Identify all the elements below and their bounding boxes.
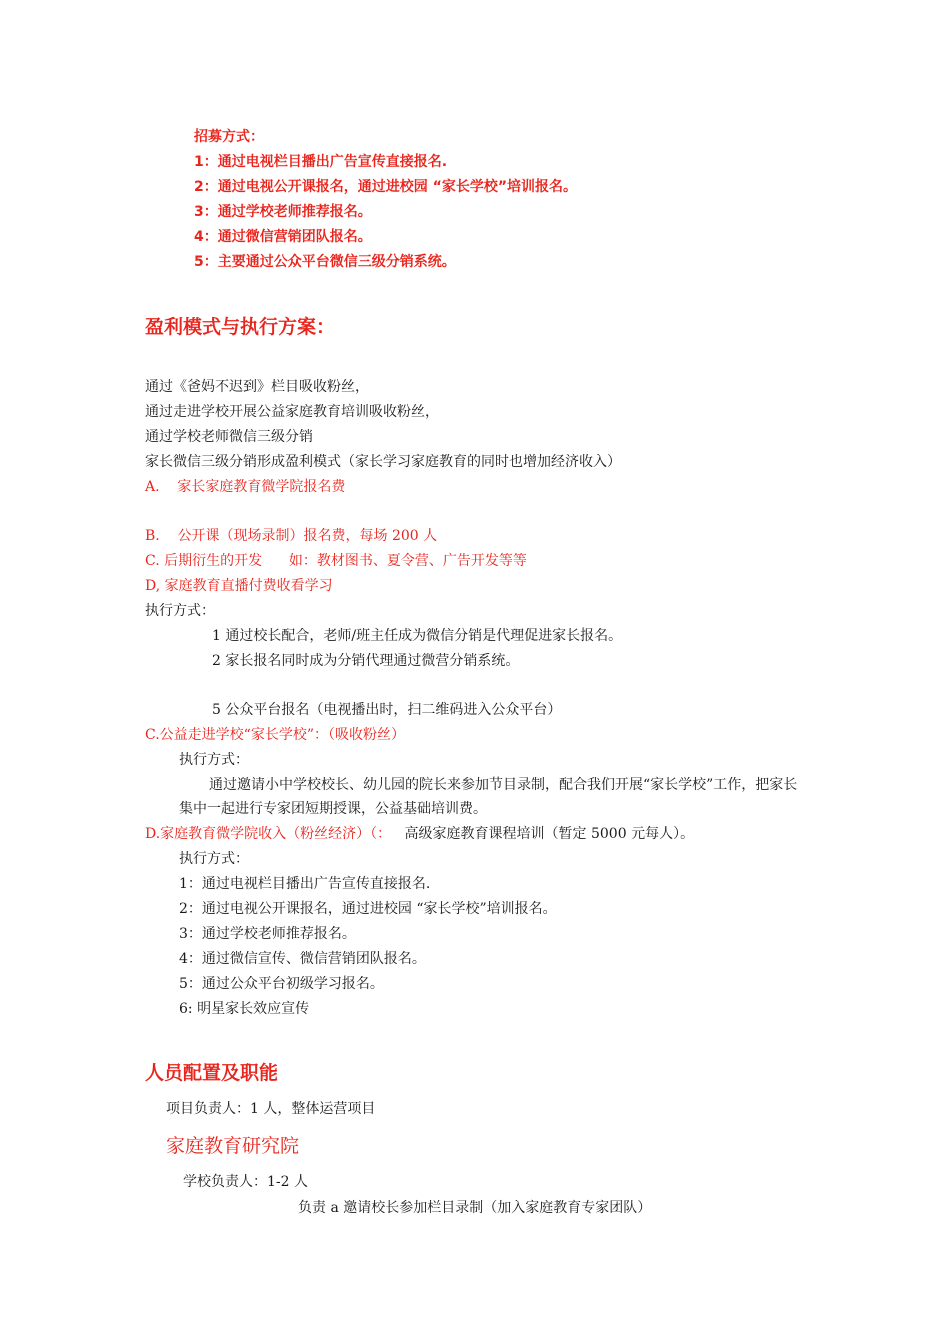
academy-title-black: 高级家庭教育课程培训（暂定 5000 元每人）。 <box>391 826 695 842</box>
staff-school-lead: 学校负责人：1-2 人 <box>183 1174 308 1190</box>
profit-heading: 盈利模式与执行方案： <box>145 316 336 338</box>
exec-item: 1 通过校长配合，老师/班主任成为微信分销是代理促进家长报名。 <box>212 628 623 644</box>
profit-intro-line: 通过《爸妈不迟到》栏目吸收粉丝， <box>145 379 369 395</box>
academy-title-red: D.家庭教育微学院收入（粉丝经济）（： <box>145 826 392 842</box>
exec-item: 2 家长报名同时成为分销代理通过微营分销系统。 <box>212 653 520 669</box>
profit-intro-line: 家长微信三级分销形成盈利模式（家长学习家庭教育的同时也增加经济收入） <box>145 454 621 470</box>
staff-duty: 负责 a 邀请校长参加栏目录制（加入家庭教育专家团队） <box>298 1200 652 1216</box>
profit-item-b: B. 公开课（现场录制）报名费，每场 200 人 <box>145 528 438 544</box>
academy-item: 4：通过微信宣传、微信营销团队报名。 <box>179 951 426 967</box>
staff-institute: 家庭教育研究院 <box>166 1135 300 1157</box>
profit-item-a: A. 家长家庭教育微学院报名费 <box>145 479 346 495</box>
recruit-item: 2：通过电视公开课报名，通过进校园 “家长学校”培训报名。 <box>194 179 578 195</box>
academy-item: 5：通过公众平台初级学习报名。 <box>179 976 384 992</box>
school-exec-text: 通过邀请小中学校校长、幼儿园的院长来参加节目录制，配合我们开展“家长学校”工作，把家长集中一起进行专家团短期授课，公益基础培训费。 <box>179 777 798 817</box>
academy-item: 2：通过电视公开课报名，通过进校园 “家长学校”培训报名。 <box>179 901 557 917</box>
profit-intro-line: 通过学校老师微信三级分销 <box>145 429 313 445</box>
academy-item: 6: 明星家长效应宣传 <box>179 1001 310 1017</box>
exec-label: 执行方式： <box>145 603 215 619</box>
school-exec-label: 执行方式： <box>179 752 249 768</box>
recruit-item: 3：通过学校老师推荐报名。 <box>194 204 372 220</box>
profit-intro-line: 通过走进学校开展公益家庭教育培训吸收粉丝， <box>145 404 439 420</box>
academy-exec-label: 执行方式： <box>179 851 249 867</box>
profit-item-c: C. 后期衍生的开发 如：教材图书、夏令营、广告开发等等 <box>145 553 527 569</box>
staff-heading: 人员配置及职能 <box>145 1062 279 1084</box>
exec-item: 5 公众平台报名（电视播出时，扫二维码进入公众平台） <box>212 702 562 718</box>
staff-project-lead: 项目负责人：1 人，整体运营项目 <box>166 1101 376 1117</box>
academy-item: 3：通过学校老师推荐报名。 <box>179 926 356 942</box>
profit-item-d: D, 家庭教育直播付费收看学习 <box>145 578 333 594</box>
recruit-item: 5：主要通过公众平台微信三级分销系统。 <box>194 254 456 270</box>
recruit-heading: 招募方式： <box>194 129 264 145</box>
academy-title <box>145 824 694 844</box>
school-title: C.公益走进学校“家长学校”：（吸收粉丝） <box>145 727 405 743</box>
academy-item: 1：通过电视栏目播出广告宣传直接报名. <box>179 876 431 892</box>
recruit-item: 4：通过微信营销团队报名。 <box>194 229 372 245</box>
recruit-item: 1：通过电视栏目播出广告宣传直接报名. <box>194 154 448 170</box>
